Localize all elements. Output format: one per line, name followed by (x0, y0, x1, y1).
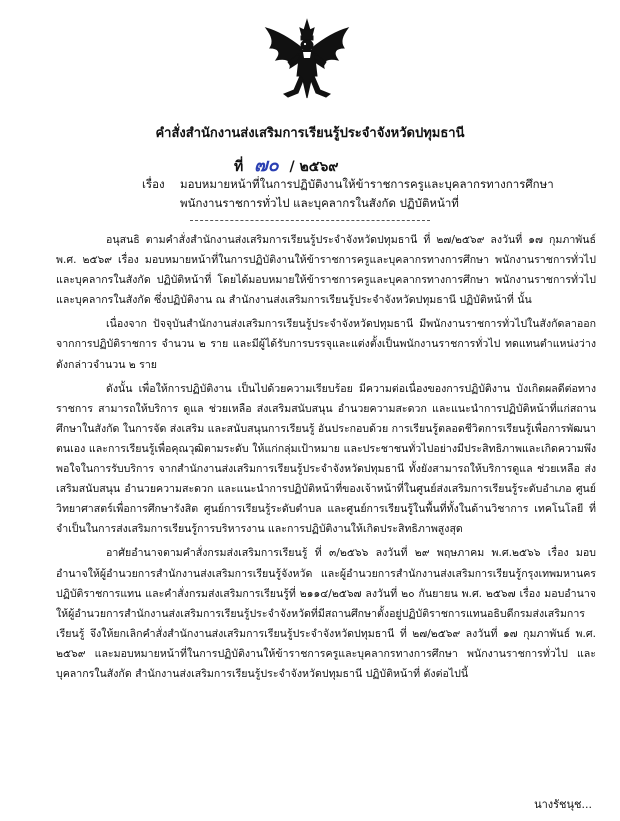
subject-block (142, 175, 582, 213)
subject-label: เรื่อง (142, 177, 165, 191)
paragraph-reference: อนุสนธิ ตามคำสั่งสำนักงานส่งเสริมการเรียนรู้ประจำจังหวัดปทุมธานี ที่ ๒๗/๒๕๖๙ ลงวันที่ ๑๗ กุมภาพันธ์ พ.ศ. ๒๕๖๙ เรื่อง มอบหมายหน้าที่ในการปฏิบัติงานให้ข้าราชการครูและบุคลากรทางการศึกษา พนักงานราชการทั่วไป และบุคลากรในสังกัด ปฏิบัติหน้าที่ โดยได้มอบหมายให้ข้าราชการครูและบุคลากรทางการศึกษา พนักงานราชการทั่วไป และบุคลากรในสังกัด ซึ่งปฏิบัติงาน ณ สำนักงานส่งเสริมการเรียนรู้ประจำจังหวัดปทุมธานี ปฏิบัติหน้าที่ นั้น (56, 234, 596, 307)
order-year: / ๒๕๖๙ (289, 159, 339, 175)
subject-line-2: พนักงานราชการทั่วไป และบุคลากรในสังกัด ปฏิบัติหน้าที่ (180, 196, 459, 210)
continuation-marker: นางรัชนุช... (534, 798, 592, 811)
paragraph-authority: อาศัยอำนาจตามคำสั่งกรมส่งเสริมการเรียนรู้ ที่ ๓/๒๕๖๖ ลงวันที่ ๒๙ พฤษภาคม พ.ศ.๒๕๖๖ เรื่อง มอบอำนาจให้ผู้อำนวยการสำนักงานส่งเสริมการเรียนรู้จังหวัด และผู้อำนวยการสำนักงานส่งเสริมการเรียนรู้กรุงเทพมหานคร ปฏิบัติราชการแทน และคำสั่งกรมส่งเสริมการเรียนรู้ที่ ๒๑๑๔/๒๕๖๗ ลงวันที่ ๒๐ กันยายน พ.ศ. ๒๕๖๗ เรื่อง มอบอำนาจให้ผู้อำนวยการสำนักงานส่งเสริมการเรียนรู้ประจำจังหวัดที่มีสถานศึกษาตั้งอยู่ปฏิบัติราชการแทนอธิบดีกรมส่งเสริมการเรียนรู้ จึงให้ยกเลิกคำสั่งสำนักงานส่งเสริมการเรียนรู้ประจำจังหวัดปทุมธานี ที่ ๒๗/๒๕๖๙ ลงวันที่ ๑๗ กุมภาพันธ์ พ.ศ. ๒๕๖๙ และมอบหมายหน้าที่ในการปฏิบัติงานให้ข้าราชการครูและบุคลากรทางการศึกษา พนักงานราชการทั่วไป และบุคลากรในสังกัด สำนักงานส่งเสริมการเรียนรู้ประจำจังหวัดปทุมธานี ปฏิบัติหน้าที่ ดังต่อไปนี้ (56, 547, 596, 680)
subject-line-1: มอบหมายหน้าที่ในการปฏิบัติงานให้ข้าราชการครูและบุคลากรทางการศึกษา (180, 177, 554, 191)
divider (190, 220, 430, 221)
paragraph-purpose: ดังนั้น เพื่อให้การปฏิบัติงาน เป็นไปด้วยความเรียบร้อย มีความต่อเนื่องของการปฏิบัติงาน บังเกิดผลดีต่อทางราชการ สามารถให้บริการ ดูแล ช่วยเหลือ ส่งเสริมสนับสนุน อำนวยความสะดวก และแนะนำการปฏิบัติหน้าที่แก่สถานศึกษาในสังกัด ในการจัด ส่งเสริม และสนับสนุนการเรียนรู้ อันประกอบด้วย การเรียนรู้ตลอดชีวิตการเรียนรู้เพื่อการพัฒนาตนเอง และการเรียนรู้เพื่อคุณวุฒิตามระดับ ให้แก่กลุ่มเป้าหมาย และประชาชนทั่วไปอย่างมีประสิทธิภาพและเกิดความพึงพอใจในการรับบริการ จากสำนักงานส่งเสริมการเรียนรู้ประจำจังหวัดปทุมธานี ทั้งยังสามารถให้บริการดูแล ช่วยเหลือ ส่งเสริมสนับสนุน อำนวยความสะดวก และแนะนำการปฏิบัติหน้าที่ของเจ้าหน้าที่ในศูนย์ส่งเสริมการเรียนรู้ระดับอำเภอ ศูนย์วิทยาศาสตร์เพื่อการศึกษารังสิต ศูนย์การเรียนรู้ระดับตำบล และศูนย์การเรียนรู้ในพื้นที่ทั้งในด้านวิชาการ เทคโนโลยี ที่จำเป็นในการส่งเสริมการเรียนรู้การบริหารงาน และการปฏิบัติงานให้เกิดประสิทธิภาพสูงสุด (56, 382, 596, 536)
order-prefix: ที่ (234, 159, 244, 175)
paragraph-reason: เนื่องจาก ปัจจุบันสำนักงานส่งเสริมการเรียนรู้ประจำจังหวัดปทุมธานี มีพนักงานราชการทั่วไปในสังกัดลาออกจากการปฏิบัติราชการ จำนวน ๒ ราย และมีผู้ได้รับการบรรจุและแต่งตั้งเป็นพนักงานราชการทั่วไป ทดแทนตำแหน่งว่างดังกล่าวจำนวน ๒ ราย (56, 318, 596, 371)
garuda-emblem-icon (262, 18, 352, 100)
document-title: คำสั่งสำนักงานส่งเสริมการเรียนรู้ประจำจังหวัดปทุมธานี (155, 126, 465, 141)
order-number: ๗๐ (254, 155, 279, 176)
document-body (56, 230, 596, 688)
